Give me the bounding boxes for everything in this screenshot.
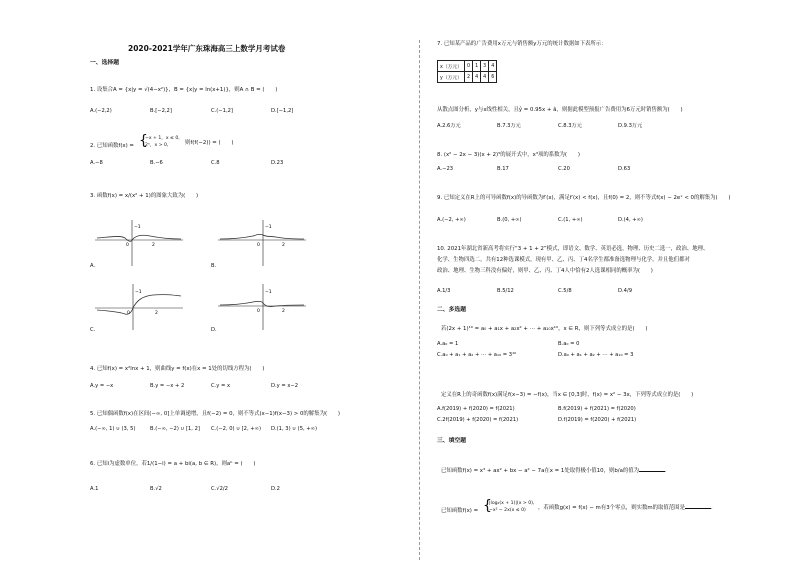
table-cell: x（万元） — [438, 61, 465, 72]
question-6-stem: 6. 已知i为虚数单位，若1/(1−i) = a + bi(a, b ∈ R)，则aᵇ = ( ) — [90, 461, 256, 467]
q2-option-b: B.−6 — [150, 160, 163, 166]
question-13-end: ． — [665, 468, 671, 474]
graph-a-tick-2: 2 — [152, 243, 155, 248]
table-cell: 4 — [473, 72, 481, 83]
question-14-stem-start: 已知函数f(x) = — [441, 508, 479, 514]
q3-graph-a — [95, 218, 185, 268]
q11-option-b: B.a₀ = 0 — [558, 341, 580, 347]
q7-option-b: B.7.3万元 — [497, 123, 521, 129]
section-heading-choice: 一、选择题 — [90, 60, 119, 66]
q7-data-table — [437, 60, 497, 83]
q4-option-c: C.y = x — [211, 383, 231, 389]
q3-option-a: A. — [90, 263, 96, 269]
q12-option-b: B.f(2019) + f(2021) = f(2020) — [558, 406, 636, 412]
q3-graph-b — [218, 218, 308, 268]
question-1-stem: 1. 设集合A = {x|y = √(4−x²)}，B = {x|y = ln(x+1)}，则A ∩ B = ( ) — [90, 87, 278, 93]
q3-graph-d — [218, 282, 308, 332]
q7-option-c: C.8.3万元 — [558, 123, 582, 129]
q2-option-c: C.8 — [211, 160, 220, 166]
graph-d-tick-neg1: −1 — [265, 290, 272, 295]
question-5-stem: 5. 已知偶函数f(x)在区间(−∞, 0]上单调递增，且f(−2) = 0，则不等式(x−1)f(x−3) > 0的解集为( ) — [90, 411, 340, 417]
question-9-stem: 9. 已知定义在R上的可导函数f(x)的导函数为f′(x)，满足f′(x) < f(x)，且f(0) = 2，则不等式f(x) − 2eˣ < 0的解集为( ) — [437, 195, 731, 201]
q2-option-d: D.23 — [271, 160, 284, 166]
graph-c-tick-neg1: −1 — [135, 290, 142, 295]
table-cell: y（万元） — [438, 72, 465, 83]
table-cell: 4 — [481, 72, 489, 83]
table-cell: 4 — [489, 61, 497, 72]
question-12-stem: 定义在R上的奇函数f(x)满足f(x−3) = −f(x)，当x ∈ [0,3]时，f(x) = x² − 3x，下列等式成立的是( ) — [441, 392, 694, 398]
q1-option-c: C.(−1,2] — [211, 108, 233, 114]
question-2-stem-start: 2. 已知函数f(x) = — [90, 143, 134, 149]
question-10-line-1: 10. 2021年湖北省新高考将实行“3 + 1 + 2”模式，即语文、数学、英语必选，物理、历史二选一，政治、地理、 — [437, 246, 709, 252]
question-11-stem: 若(2x + 1)¹⁰ = a₀ + a₁x + a₂x² + ⋯ + a₁₀x¹⁰，x ∈ R，则下列等式成立的是( ) — [441, 326, 648, 332]
graph-d-tick-0: 0 — [257, 309, 260, 314]
q9-option-d: D.(4, +∞) — [618, 217, 643, 223]
table-cell: 6 — [489, 72, 497, 83]
table-cell: 2 — [465, 72, 473, 83]
q11-option-a: A.a₀ = 1 — [437, 341, 459, 347]
q12-option-d: D.f(2019) = f(2020) + f(2021) — [558, 417, 637, 423]
q2-piece-1: −x + 1，x ≤ 0, — [145, 136, 180, 141]
q5-option-a: A.(−∞, 1) ∪ (3, 5) — [90, 426, 136, 432]
q8-option-b: B.17 — [497, 166, 509, 172]
q8-option-d: D.63 — [618, 166, 631, 172]
q3-graph-c — [95, 282, 185, 332]
q4-option-a: A.y = −x — [90, 383, 114, 389]
graph-b-tick-2: 2 — [282, 243, 285, 248]
q12-option-a: A.f(2019) + f(2020) = f(2021) — [437, 406, 515, 412]
q10-option-d: D.4/9 — [618, 288, 632, 294]
section-heading-multi: 二、多选题 — [437, 307, 466, 313]
q9-option-b: B.(0, +∞) — [497, 217, 522, 223]
q10-option-c: C.5/8 — [558, 288, 572, 294]
q4-option-b: B.y = −x + 2 — [150, 383, 185, 389]
q7-option-d: D.9.3万元 — [618, 123, 643, 129]
q3-option-d: D. — [211, 327, 217, 333]
question-4-stem: 4. 已知f(x) = x²lnx + 1，则曲线y = f(x)在x = 1处的切线方程为( ) — [90, 366, 265, 372]
q1-option-d: D.[−1,2] — [271, 108, 294, 114]
q5-option-d: D.(1, 3) ∪ (5, +∞) — [271, 426, 317, 432]
q6-option-b: B.√2 — [150, 486, 162, 492]
q2-brace: { — [139, 133, 148, 149]
q7-option-a: A.2.6万元 — [437, 123, 461, 129]
graph-b-tick-neg1: −1 — [265, 225, 272, 230]
graph-c-tick-2: 2 — [155, 311, 158, 316]
q10-option-b: B.5/12 — [497, 288, 514, 294]
q1-option-b: B.[−2,2] — [150, 108, 172, 114]
q3-option-c: C. — [90, 327, 96, 333]
table-cell: 1 — [473, 61, 481, 72]
q11-option-d: D.a₀ + a₁ + a₂ + ⋯ + a₁₀ = 3 — [558, 352, 634, 358]
question-3-stem: 3. 函数f(x) = x/(x² + 1)的图象大致为( ) — [90, 193, 199, 199]
q8-option-a: A.−23 — [437, 166, 454, 172]
q12-option-c: C.2f(2019) + f(2020) = f(2021) — [437, 417, 519, 423]
table-row — [438, 61, 497, 72]
graph-a-tick-neg1: −1 — [134, 225, 141, 230]
q14-piece-1: |log₂(x + 1)|(x > 0), — [489, 501, 535, 506]
q5-option-c: C.(−2, 0) ∪ [2, +∞) — [211, 426, 261, 432]
table-row — [438, 72, 497, 83]
q2-option-a: A.−8 — [90, 160, 103, 166]
column-divider — [419, 40, 420, 560]
graph-a-tick-0: 0 — [126, 243, 129, 248]
q5-option-b: B.(−∞, −2) ∪ [1, 2] — [150, 426, 200, 432]
q6-option-a: A.1 — [90, 486, 99, 492]
table-cell: 0 — [465, 61, 473, 72]
question-14-stem-end: ，若函数g(x) = f(x) − m有3个零点，则实数m的取值范围是 — [538, 505, 685, 511]
question-13-stem: 已知函数f(x) = x³ + ax² + bx − a² − 7a在x = 1处取得极小值10，则b/a的值为 — [441, 468, 640, 474]
answer-blank[interactable] — [685, 508, 711, 509]
graph-d-tick-2: 2 — [282, 309, 285, 314]
question-7-body: 从散点图分析，y与x线性相关，且ŷ = 0.95x + â，则据此模型预报广告费用为6万元时销售额为( ) — [437, 107, 683, 113]
q11-option-c: C.a₀ + a₁ + a₂ + ⋯ + a₁₀ = 3¹⁰ — [437, 352, 517, 358]
question-8-stem: 8. (x² − 2x − 3)(x + 2)⁵的展开式中，x³项的系数为( ) — [437, 152, 580, 158]
graph-b-tick-0: 0 — [257, 243, 260, 248]
q6-option-c: C.√2/2 — [211, 486, 228, 492]
q9-option-a: A.(−2, +∞) — [437, 217, 466, 223]
section-heading-fill: 三、填空题 — [437, 438, 466, 444]
q9-option-c: C.(1, +∞) — [558, 217, 583, 223]
question-14-end: ． — [710, 505, 717, 511]
question-14 — [538, 505, 716, 512]
answer-blank[interactable] — [639, 471, 665, 472]
table-cell: 3 — [481, 61, 489, 72]
question-13 — [441, 468, 670, 475]
q1-option-a: A.(−2,2) — [90, 108, 112, 114]
q2-piece-2: 2ˣ，x > 0, — [145, 143, 169, 148]
page-title: 2020-2021学年广东珠海高三上数学月考试卷 — [128, 44, 286, 53]
question-7-stem: 7. 已知某产品的广告费用x万元与销售额y万元的统计数据如下表所示： — [437, 41, 607, 47]
question-2-stem-end: 则f(f(−2)) = ( ) — [185, 140, 234, 146]
q14-piece-2: −x² − 2x(x ≤ 0) — [489, 508, 526, 513]
q14-brace: { — [483, 498, 492, 514]
q4-option-d: D.y = x−2 — [271, 383, 299, 389]
q10-option-a: A.1/3 — [437, 288, 451, 294]
question-10-line-2: 化学、生物四选二，共有12种选课模式，现有甲、乙、丙、丁4名学生都准备选物理与化学，并且他们都对 — [437, 257, 690, 263]
q3-option-b: B. — [211, 263, 217, 269]
question-10-line-3: 政治、地理、生物三科没有偏好，则甲、乙、丙、丁4人中恰有2人选课相同的概率为( ) — [437, 268, 653, 274]
q8-option-c: C.20 — [558, 166, 570, 172]
graph-c-tick-0: 0 — [127, 311, 130, 316]
q6-option-d: D.2 — [271, 486, 280, 492]
